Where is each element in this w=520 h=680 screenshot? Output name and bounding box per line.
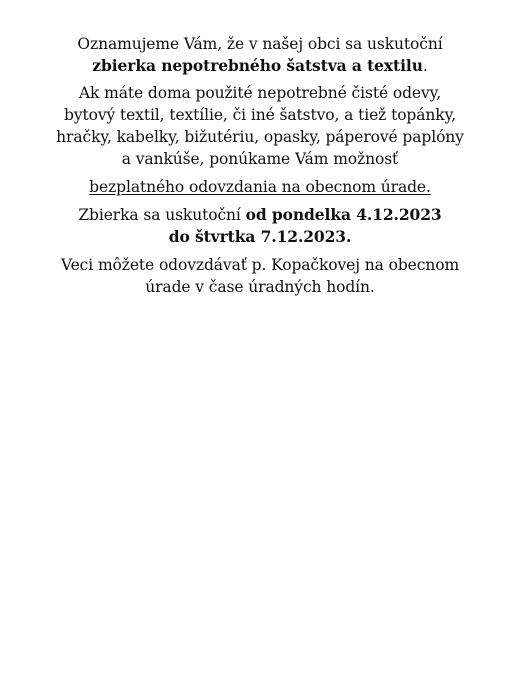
- items-paragraph: [40, 82, 480, 170]
- collection-title-period: .: [422, 57, 428, 75]
- intro-line: Oznamujeme Vám, že v našej obci sa uskutoční: [77, 35, 443, 53]
- date-to: do štvrtka 7.12.2023.: [168, 227, 352, 246]
- offer-paragraph: [40, 176, 480, 198]
- contact-line-2: úrade v čase úradných hodín.: [145, 278, 375, 296]
- collection-title-line: [40, 55, 480, 77]
- date-from: od pondelka 4.12.2023: [245, 205, 442, 224]
- contact-line-1: Veci môžete odovzdávať p. Kopačkovej na obecnom: [60, 256, 460, 274]
- items-line-3: hračky, kabelky, bižutériu, opasky, páperové paplóny: [56, 128, 464, 146]
- notice-body: [40, 33, 480, 298]
- contact-paragraph: [40, 254, 480, 298]
- items-line-1: Ak máte doma použité nepotrebné čisté odevy,: [78, 84, 442, 102]
- dates-paragraph: [40, 204, 480, 248]
- items-line-4: a vankúše, ponúkame Vám možnosť: [121, 150, 399, 168]
- intro-paragraph: [40, 33, 480, 77]
- dates-prefix: Zbierka sa uskutoční: [78, 206, 246, 224]
- dates-line-1: [40, 204, 480, 226]
- free-handover-text: bezplatného odovzdania na obecnom úrade.: [89, 178, 431, 196]
- collection-title: zbierka nepotrebného šatstva a textilu: [92, 56, 423, 75]
- items-line-2: bytový textil, textílie, či iné šatstvo, a tiež topánky,: [64, 106, 456, 124]
